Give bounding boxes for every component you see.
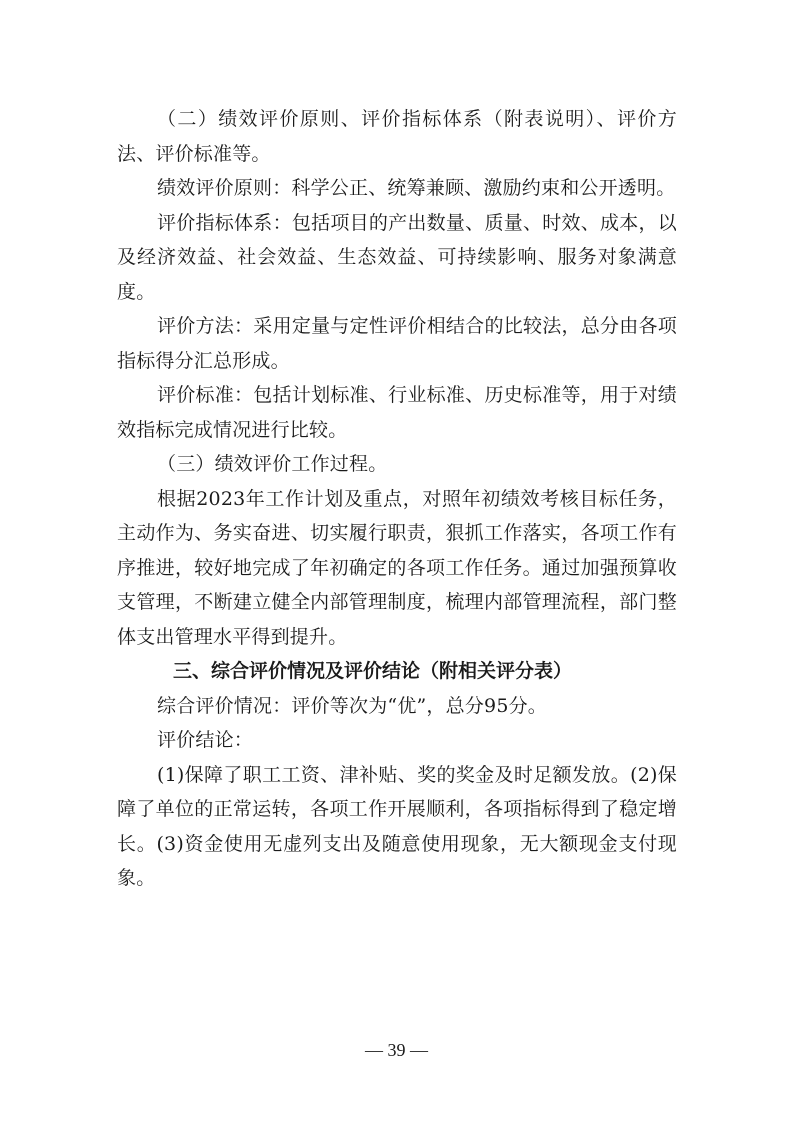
paragraph-evaluation-principles-heading: （二）绩效评价原则、评价指标体系（附表说明）、评价方法、评价标准等。 — [117, 108, 677, 165]
paragraph-conclusion-label: 评价结论： — [157, 729, 254, 751]
paragraph-comprehensive-evaluation: 综合评价情况：评价等次为“优”，总分95分。 — [157, 694, 548, 717]
paragraph-conclusion: (1)保障了职工工资、津补贴、奖的奖金及时足额发放。(2)保障了单位的正常运转，各项工作开展顺利，各项指标得到了稳定增长。(3)资金使用无虚列支出及随意使用现象，无大额现金支付现象。 — [117, 763, 677, 889]
paragraph-evaluation-process-heading: （三）绩效评价工作过程。 — [157, 453, 388, 475]
paragraph-evaluation-process: 根据2023年工作计划及重点，对照年初绩效考核目标任务，主动作为、务实奋进、切实履行职责，狠抓工作落实，各项工作有序推进，较好地完成了年初确定的各项工作任务。通过加强预算收支管理，不断建立健全内部管理制度，梳理内部管理流程，部门整体支出管理水平得到提升。 — [117, 487, 677, 648]
document-body — [117, 102, 677, 896]
paragraph-evaluation-standard: 评价标准：包括计划标准、行业标准、历史标准等，用于对绩效指标完成情况进行比较。 — [117, 384, 677, 441]
paragraph-indicator-system: 评价指标体系：包括项目的产出数量、质量、时效、成本，以及经济效益、社会效益、生态效益、可持续影响、服务对象满意度。 — [117, 211, 677, 303]
section-heading-comprehensive-evaluation: 三、综合评价情况及评价结论（附相关评分表） — [173, 660, 573, 682]
paragraph-evaluation-method: 评价方法：采用定量与定性评价相结合的比较法，总分由各项指标得分汇总形成。 — [117, 315, 677, 372]
paragraph-evaluation-principles: 绩效评价原则：科学公正、统筹兼顾、激励约束和公开透明。 — [157, 177, 676, 199]
page-number: — 39 — — [365, 1040, 428, 1060]
